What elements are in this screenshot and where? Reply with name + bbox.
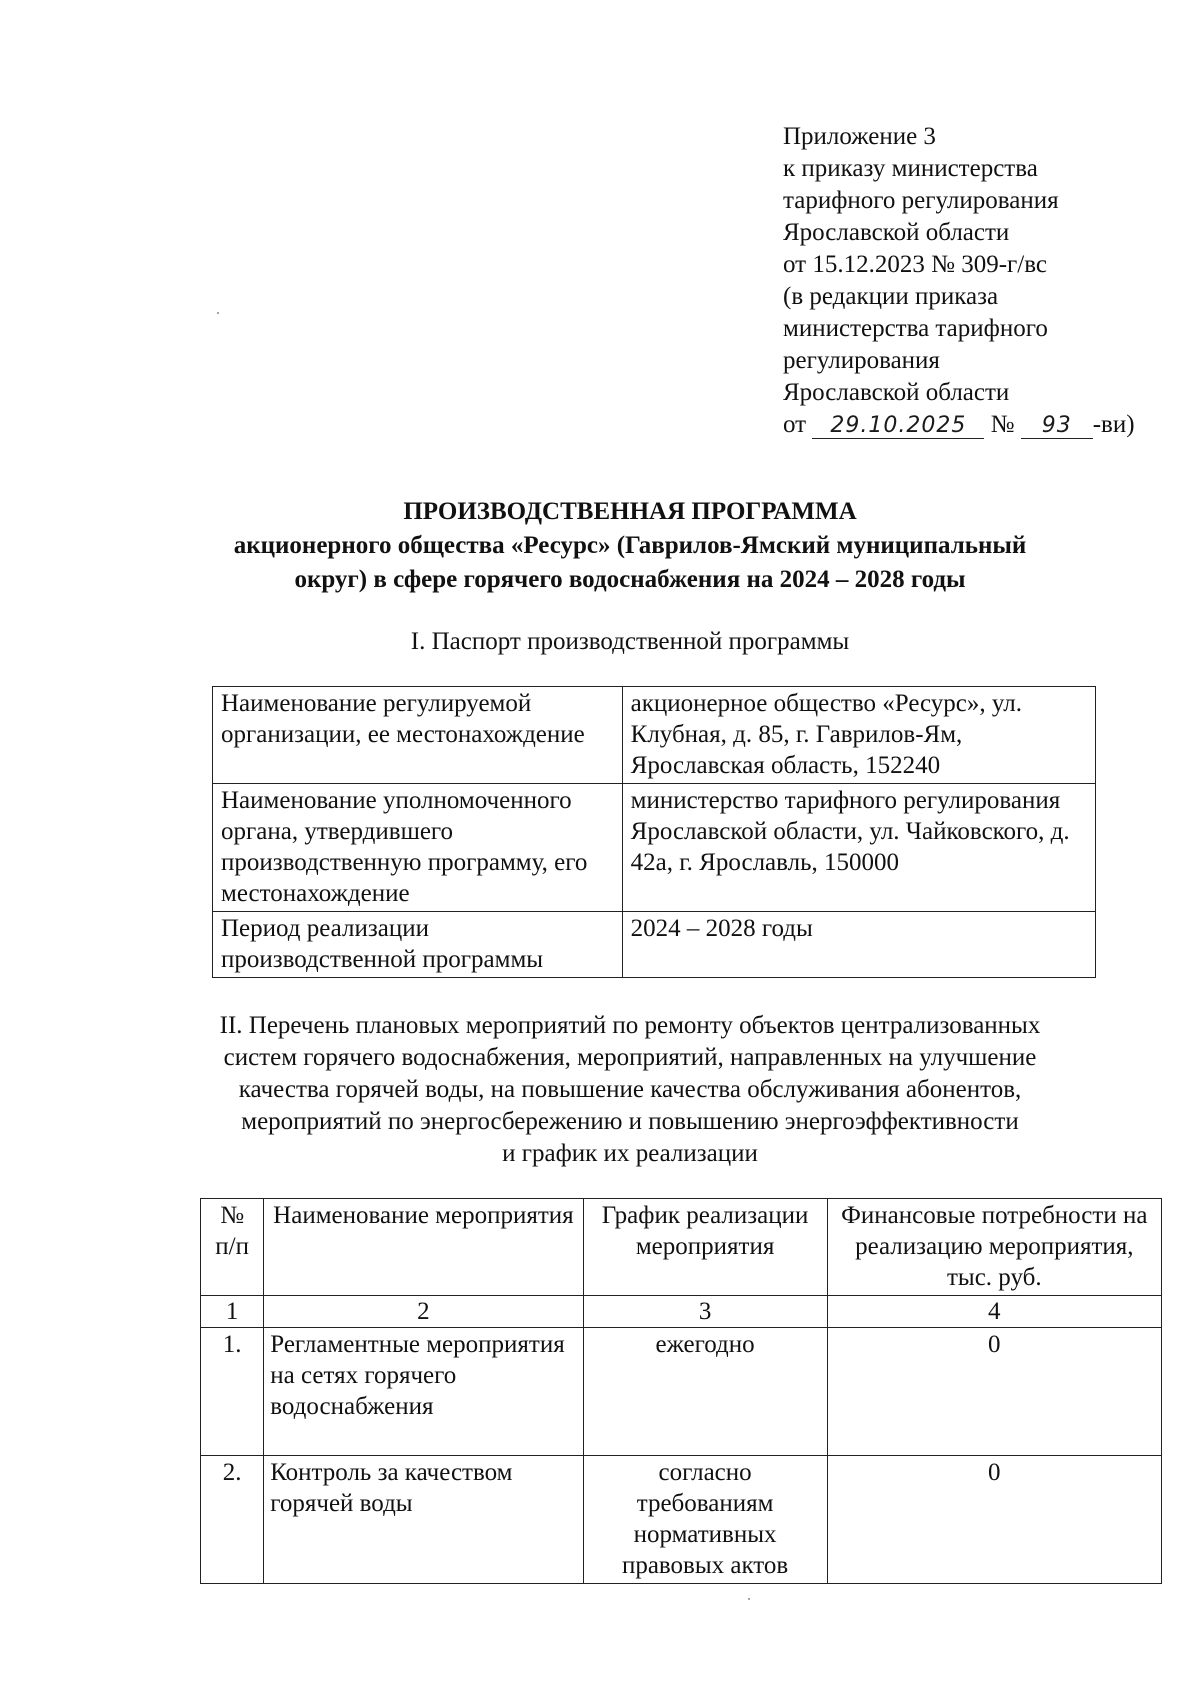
column-number: 4 (827, 1296, 1161, 1328)
appendix-line: Приложение 3 (783, 123, 936, 150)
scan-speck (217, 312, 219, 314)
row-finance: 0 (827, 1456, 1161, 1584)
row-num: 2. (201, 1456, 264, 1584)
section-2-line: и график их реализации (502, 1140, 758, 1167)
appendix-line: от 15.12.2023 № 309-г/вс (783, 251, 1047, 278)
section-2-line: качества горячей воды, на повышение качества обслуживания абонентов, (238, 1076, 1022, 1103)
row-schedule: согласно требованиям нормативных правовых актов (583, 1456, 827, 1584)
scan-speck (748, 1598, 750, 1600)
handwritten-date: 29.10.2025 (812, 414, 984, 439)
passport-value: 2024 – 2028 годы (622, 912, 1095, 978)
column-number-row (201, 1296, 1162, 1328)
appendix-suffix: -ви) (1092, 411, 1135, 438)
passport-value: акционерное общество «Ресурс», ул. Клубная, д. 85, г. Гаврилов-Ям, Ярославская область, 152240 (622, 687, 1095, 784)
table-row (213, 784, 1096, 912)
column-number: 1 (201, 1296, 264, 1328)
title-line-2: акционерного общества «Ресурс» (Гаврилов-Ямский муниципальный (233, 532, 1027, 559)
section-1-heading: I. Паспорт производственной программы (410, 628, 850, 655)
table-row (201, 1328, 1162, 1456)
section-2-line: II. Перечень плановых мероприятий по ремонту объектов централизованных (219, 1012, 1041, 1039)
row-num: 1. (201, 1328, 264, 1456)
row-schedule: ежегодно (583, 1328, 827, 1456)
passport-label: Наименование уполномоченного органа, утвердившего производственную программу, его местонахождение (213, 784, 623, 912)
passport-label: Период реализации производственной программы (213, 912, 623, 978)
table-header-row (201, 1199, 1162, 1296)
appendix-line: (в редакции приказа (783, 283, 999, 310)
row-name: Контроль за качеством горячей воды (264, 1456, 583, 1584)
header-name: Наименование мероприятия (264, 1199, 583, 1296)
passport-table (212, 686, 1096, 978)
row-name: Регламентные мероприятия на сетях горячего водоснабжения (264, 1328, 583, 1456)
number-sign: № (990, 411, 1015, 438)
appendix-amendment-line (783, 409, 1135, 441)
table-row (201, 1456, 1162, 1584)
appendix-line: тарифного регулирования (783, 187, 1059, 214)
table-row (213, 912, 1096, 978)
section-2-line: мероприятий по энергосбережению и повышению энергоэффективности (241, 1108, 1019, 1135)
document-title (180, 495, 1080, 597)
appendix-prefix: от (783, 411, 807, 438)
header-num: № п/п (201, 1199, 264, 1296)
header-schedule: График реализации мероприятия (583, 1199, 827, 1296)
column-number: 2 (264, 1296, 583, 1328)
section-2-line: систем горячего водоснабжения, мероприятий, направленных на улучшение (223, 1044, 1037, 1071)
section-2-heading (180, 1010, 1080, 1170)
passport-label: Наименование регулируемой организации, ее местонахождение (213, 687, 623, 784)
column-number: 3 (583, 1296, 827, 1328)
appendix-line: министерства тарифного (783, 315, 1048, 342)
table-row (213, 687, 1096, 784)
appendix-block (783, 121, 1135, 441)
events-table (200, 1198, 1162, 1584)
row-finance: 0 (827, 1328, 1161, 1456)
handwritten-number: 93 (1021, 414, 1093, 439)
title-line-3: округ) в сфере горячего водоснабжения на 2024 – 2028 годы (294, 566, 966, 593)
appendix-line: Ярославской области (783, 379, 1010, 406)
appendix-line: к приказу министерства (783, 155, 1038, 182)
appendix-line: регулирования (783, 347, 940, 374)
header-finance: Финансовые потребности на реализацию мероприятия, тыс. руб. (827, 1199, 1161, 1296)
appendix-line: Ярославской области (783, 219, 1010, 246)
title-main: ПРОИЗВОДСТВЕННАЯ ПРОГРАММА (403, 498, 857, 525)
passport-value: министерство тарифного регулирования Ярославской области, ул. Чайковского, д. 42а, г. Ярославль, 150000 (622, 784, 1095, 912)
